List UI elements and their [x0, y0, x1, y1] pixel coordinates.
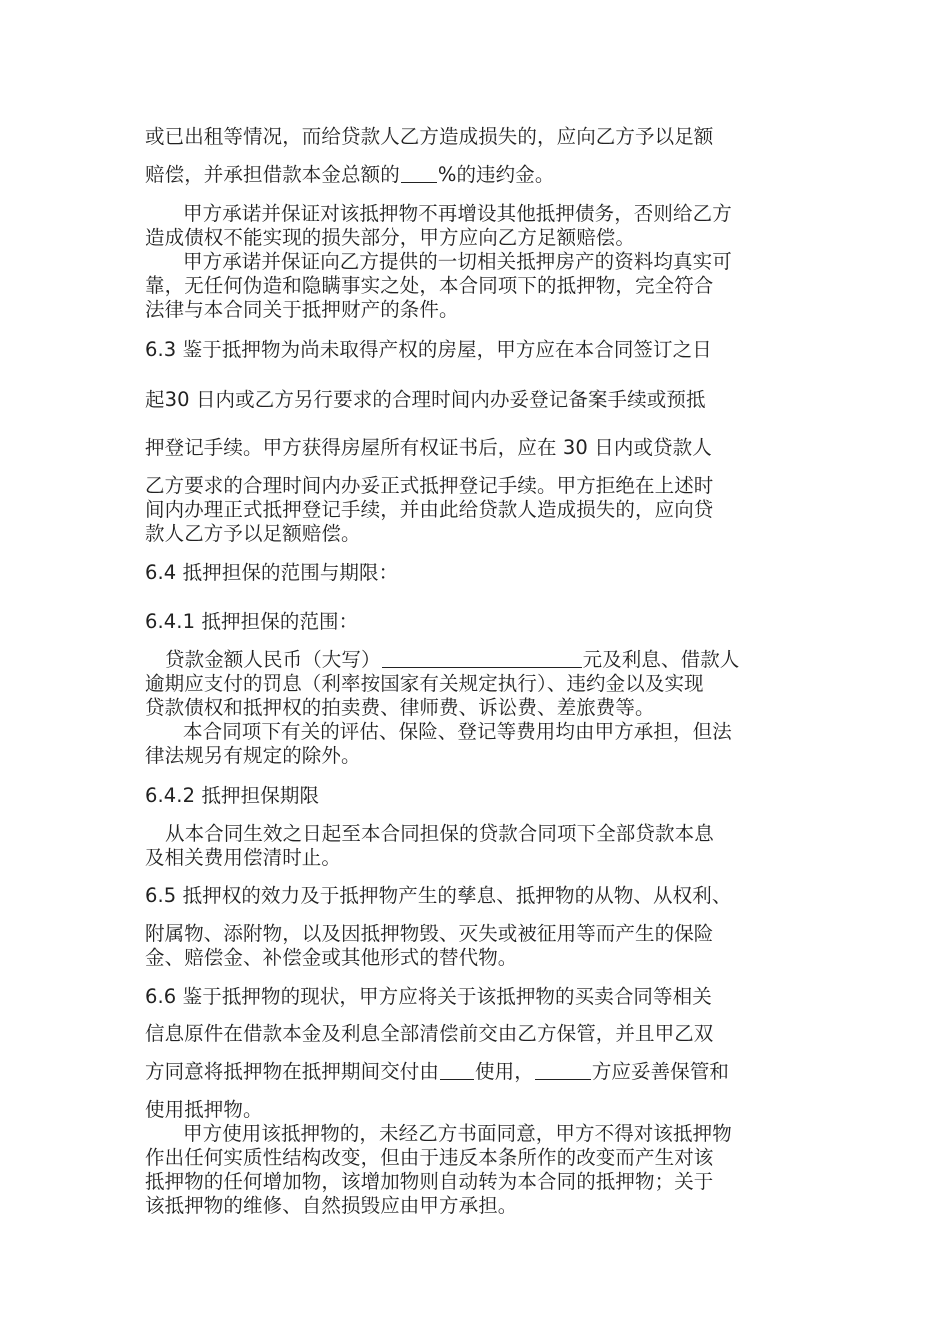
text-line [145, 1122, 810, 1146]
section-heading-line [145, 610, 810, 634]
text-line [145, 1098, 810, 1122]
text-line [145, 1170, 810, 1194]
section-number: 6.3 [145, 338, 177, 361]
text-line [145, 1060, 810, 1084]
text-run: 元及利息、借款人 [582, 648, 740, 671]
text-line [145, 1022, 810, 1046]
section-number: 6.4 [145, 561, 177, 584]
text-run: 贷款债权和抵押权的拍卖费、律师费、诉讼费、差旅费等。 [145, 696, 655, 719]
text-run: 逾期应支付的罚息（利率按国家有关规定执行）、违约金以及实现 [145, 672, 704, 695]
section-number: 6.4.2 [145, 784, 196, 807]
blank-field [535, 1061, 591, 1080]
section-heading-line [145, 884, 810, 908]
section-number: 6.5 [145, 884, 177, 907]
section-number: 6.4.1 [145, 610, 196, 633]
section-heading-line [145, 561, 810, 585]
text-run: 鉴于抵押物为尚未取得产权的房屋，甲方应在本合同签订之日 [182, 338, 712, 361]
text-run: 押登记手续。甲方获得房屋所有权证书后，应在 [145, 436, 557, 459]
text-run: 本合同项下有关的评估、保险、登记等费用均由甲方承担，但法 [183, 720, 732, 743]
text-run: %的违约金。 [437, 163, 555, 186]
text-run: 甲方承诺并保证向乙方提供的一切相关抵押房产的资料均真实可 [183, 250, 732, 273]
blank-field [440, 1061, 474, 1080]
text-run: 贷款金额人民币（大写） [165, 648, 381, 671]
text-line [145, 822, 810, 846]
text-line [145, 474, 810, 498]
text-line [145, 696, 810, 720]
text-line [145, 946, 810, 970]
text-line [145, 274, 810, 298]
blank-field [382, 649, 582, 668]
text-run: 抵押担保的范围与期限： [182, 561, 399, 584]
text-line [145, 388, 810, 412]
text-run: 赔偿，并承担借款本金总额的 [145, 163, 400, 186]
text-run: 抵押担保的范围： [201, 610, 359, 633]
text-line [145, 250, 810, 274]
text-run: 法律与本合同关于抵押财产的条件。 [145, 298, 459, 321]
text-line [145, 125, 810, 149]
text-run: 甲方承诺并保证对该抵押物不再增设其他抵押债务，否则给乙方 [183, 202, 732, 225]
text-line [145, 436, 810, 460]
text-run: 鉴于抵押物的现状，甲方应将关于该抵押物的买卖合同等相关 [182, 985, 712, 1008]
text-run: 抵押担保期限 [201, 784, 320, 807]
text-run: 方同意将抵押物在抵押期间交付由 [145, 1060, 440, 1083]
number-text: 30 [164, 388, 190, 411]
section-number: 6.6 [145, 985, 177, 1008]
text-line [145, 672, 810, 696]
number-text: 30 [562, 436, 588, 459]
text-run: 间内办理正式抵押登记手续，并由此给贷款人造成损失的，应向贷 [145, 498, 714, 521]
text-line [145, 498, 810, 522]
text-line [145, 202, 810, 226]
text-line [145, 744, 810, 768]
text-line [145, 922, 810, 946]
text-run: 及相关费用偿清时止。 [145, 846, 342, 869]
text-run: 日内或贷款人 [594, 436, 712, 459]
section-heading-line [145, 985, 810, 1009]
text-line [145, 298, 810, 322]
text-run: 方应妥善保管和 [591, 1060, 730, 1083]
text-run: 款人乙方予以足额赔偿。 [145, 522, 361, 545]
section-heading-line [145, 784, 810, 808]
text-run: 该抵押物的维修、自然损毁应由甲方承担。 [145, 1194, 518, 1217]
text-line [145, 522, 810, 546]
text-run: 信息原件在借款本金及利息全部清偿前交由乙方保管，并且甲乙双 [145, 1022, 714, 1045]
text-run: 从本合同生效之日起至本合同担保的贷款合同项下全部贷款本息 [165, 822, 714, 845]
text-run: 附属物、添附物，以及因抵押物毁、灭失或被征用等而产生的保险 [145, 922, 714, 945]
section-heading-line [145, 338, 810, 362]
text-run: 作出任何实质性结构改变，但由于违反本条所作的改变而产生对该 [145, 1146, 714, 1169]
text-run: 抵押权的效力及于抵押物产生的孳息、抵押物的从物、从权利、 [182, 884, 732, 907]
text-line [145, 226, 810, 250]
text-run: 或已出租等情况，而给贷款人乙方造成损失的，应向乙方予以足额 [145, 125, 714, 148]
text-run: 日内或乙方另行要求的合理时间内办妥登记备案手续或预抵 [195, 388, 706, 411]
text-line [145, 163, 810, 187]
text-run: 造成债权不能实现的损失部分，甲方应向乙方足额赔偿。 [145, 226, 636, 249]
blank-field [401, 164, 437, 183]
text-run: 甲方使用该抵押物的，未经乙方书面同意，甲方不得对该抵押物 [183, 1122, 732, 1145]
text-line [145, 846, 810, 870]
text-run: 起 [145, 388, 165, 411]
text-run: 抵押物的任何增加物，该增加物则自动转为本合同的抵押物；关于 [145, 1170, 714, 1193]
text-run: 金、赔偿金、补偿金或其他形式的替代物。 [145, 946, 518, 969]
text-run: 乙方要求的合理时间内办妥正式抵押登记手续。甲方拒绝在上述时 [145, 474, 714, 497]
text-run: 使用抵押物。 [145, 1098, 263, 1121]
text-run: 使用， [475, 1060, 534, 1083]
text-run: 靠，无任何伪造和隐瞒事实之处，本合同项下的抵押物，完全符合 [145, 274, 714, 297]
text-line [145, 1146, 810, 1170]
text-line [145, 648, 810, 672]
text-line [145, 720, 810, 744]
text-run: 律法规另有规定的除外。 [145, 744, 361, 767]
text-line [145, 1194, 810, 1218]
